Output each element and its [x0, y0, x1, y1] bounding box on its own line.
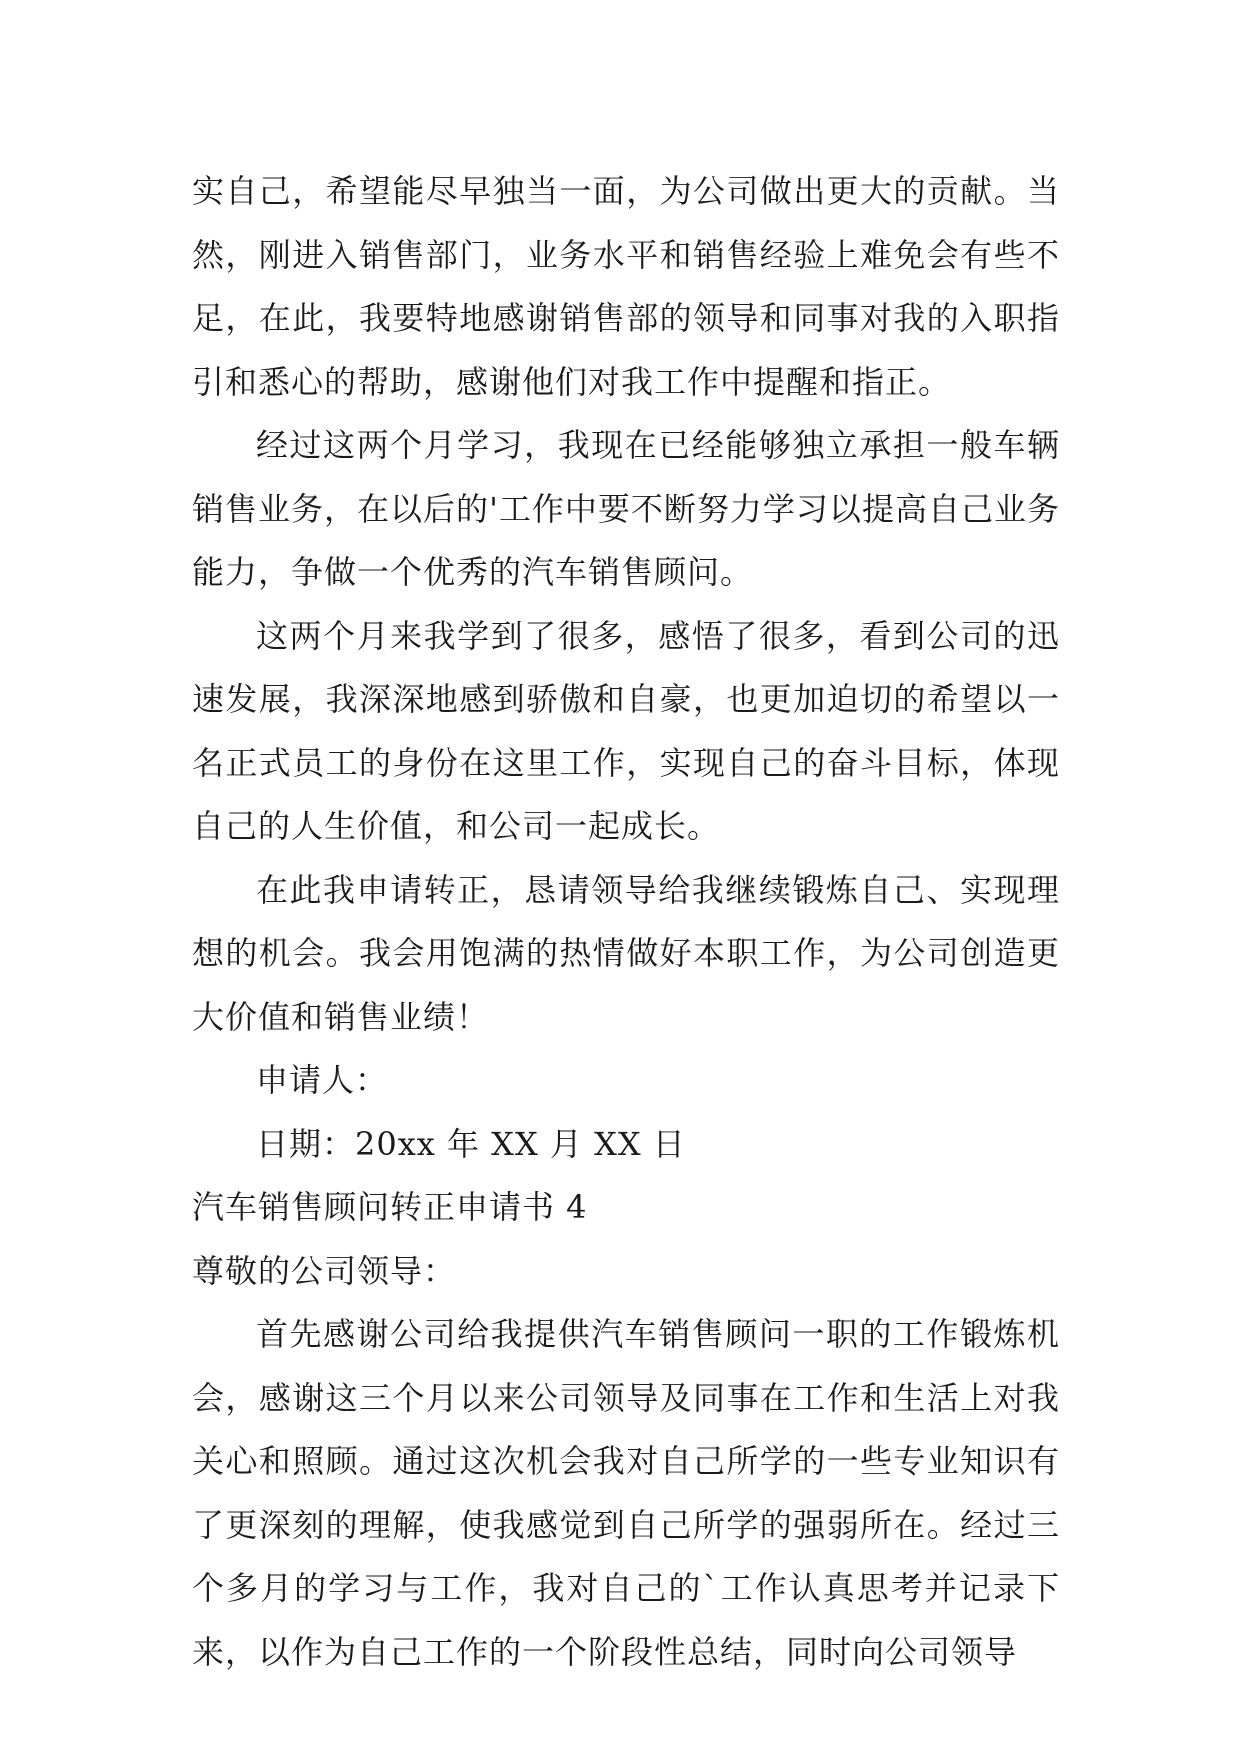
applicant-line: 申请人：: [256, 1061, 389, 1099]
document-body: [192, 160, 1060, 1684]
section-title: 汽车销售顾问转正申请书 4: [192, 1188, 588, 1226]
salutation: 尊敬的公司领导：: [192, 1251, 457, 1290]
paragraph-request: 在此我申请转正，恳请领导给我继续锻炼自己、实现理想的机会。我会用饱满的热情做好本职工作，为公司创造更大价值和销售业绩！: [192, 870, 1060, 1036]
date-line: 日期：20xx 年 XX 月 XX 日: [256, 1124, 686, 1163]
paragraph-continuation: 实自己，希望能尽早独当一面，为公司做出更大的贡献。当然，刚进入销售部门，业务水平和销售经验上难免会有些不足，在此，我要特地感谢销售部的领导和同事对我的入职指引和悉心的帮助，感谢他们对我工作中提醒和指正。: [192, 172, 1060, 401]
paragraph-study-progress: 经过这两个月学习，我现在已经能够独立承担一般车辆销售业务，在以后的'工作中要不断努力学习以提高自己业务能力，争做一个优秀的汽车销售顾问。: [192, 426, 1060, 591]
paragraph-growth: 这两个月来我学到了很多，感悟了很多，看到公司的迅速发展，我深深地感到骄傲和自豪，也更加迫切的希望以一名正式员工的身份在这里工作，实现自己的奋斗目标，体现自己的人生价值，和公司一起成长。: [192, 616, 1060, 845]
paragraph-thanks: 首先感谢公司给我提供汽车销售顾问一职的工作锻炼机会，感谢这三个月以来公司领导及同事在工作和生活上对我关心和照顾。通过这次机会我对自己所学的一些专业知识有了更深刻的理解，使我感觉到自己所学的强弱所在。经过三个多月的学习与工作，我对自己的`工作认真思考并记录下来，以作为自己工作的一个阶段性总结，同时向公司领导: [192, 1315, 1060, 1671]
